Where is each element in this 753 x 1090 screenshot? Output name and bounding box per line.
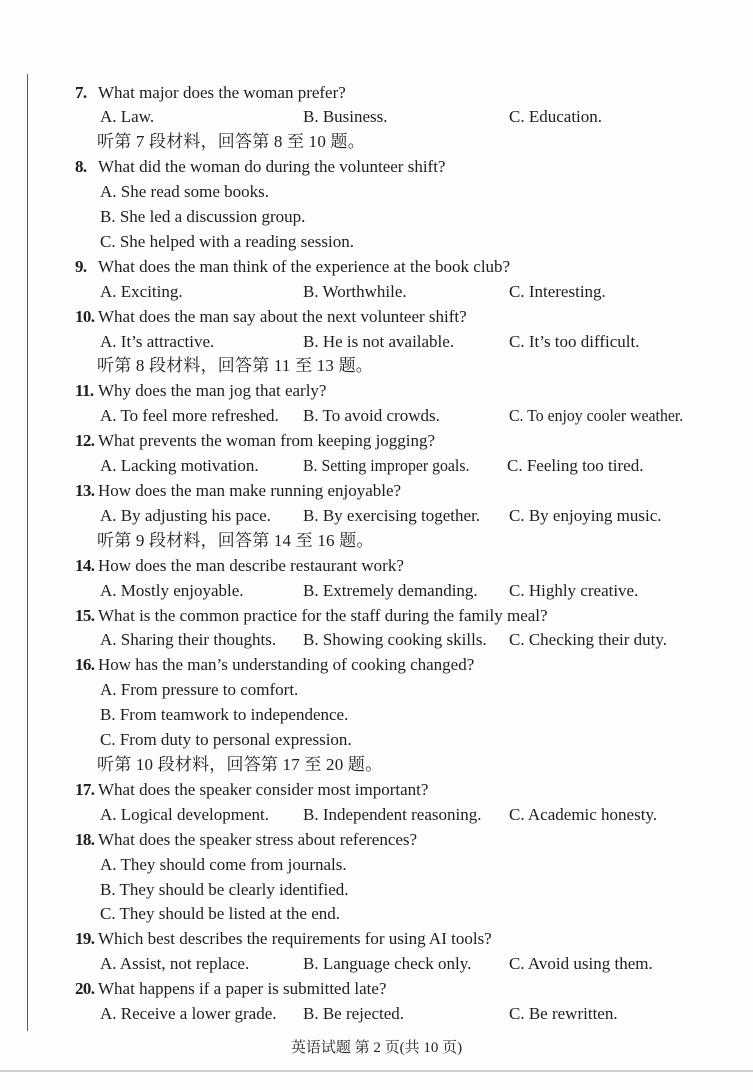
- option-a: A. Mostly enjoyable.: [100, 580, 244, 600]
- option-a: A. Sharing their thoughts.: [100, 630, 277, 650]
- section-instruction: [0, 130, 753, 155]
- option-c: C. Highly creative.: [509, 580, 639, 600]
- option-b: B. He is not available.: [303, 331, 455, 351]
- question-9: [0, 255, 753, 280]
- question-15-options: [0, 628, 753, 653]
- question-8: [0, 155, 753, 180]
- question-8-option-b-row: [0, 205, 753, 230]
- question-19-options: [0, 952, 753, 977]
- question-10: [0, 305, 753, 330]
- option-b: B. Be rejected.: [303, 1004, 405, 1024]
- option-c-wrapper: [509, 404, 696, 429]
- option-a: A. Logical development.: [100, 804, 270, 824]
- question-13-options: [0, 504, 753, 529]
- question-12: [0, 429, 753, 454]
- section-instruction: [0, 354, 753, 379]
- option-c: C. By enjoying music.: [509, 505, 662, 525]
- question-text: Which best describes the requirements for using AI tools?: [98, 929, 492, 949]
- option-b: B. Language check only.: [303, 954, 472, 974]
- question-number: 17.: [75, 779, 95, 799]
- question-17-options: [0, 803, 753, 828]
- option-a: A. To feel more refreshed.: [100, 406, 279, 426]
- option-b: B. Extremely demanding.: [303, 580, 478, 600]
- option-a: A. She read some books.: [100, 182, 270, 202]
- option-b: B. By exercising together.: [303, 505, 481, 525]
- option-b-wrapper: [303, 454, 482, 479]
- option-c: C. To enjoy cooler weather.: [509, 406, 684, 426]
- question-number: 18.: [75, 829, 95, 849]
- question-8-option-c-row: [0, 230, 753, 255]
- question-10-options: [0, 330, 753, 355]
- question-11: [0, 379, 753, 404]
- question-number: 15.: [75, 605, 95, 625]
- question-14: [0, 554, 753, 579]
- option-c: C. Feeling too tired.: [507, 456, 644, 476]
- option-b: B. From teamwork to independence.: [100, 705, 349, 725]
- option-c: C. They should be listed at the end.: [100, 904, 341, 924]
- option-b: B. Worthwhile.: [303, 281, 407, 301]
- question-12-options: [0, 454, 753, 479]
- option-a: A. Lacking motivation.: [100, 456, 259, 476]
- question-text: What does the man think of the experience at the book club?: [98, 256, 511, 276]
- question-text: What happens if a paper is submitted late?: [98, 979, 387, 999]
- instruction-text: 听第 9 段材料，回答第 14 至 16 题。: [97, 530, 374, 550]
- question-number: 14.: [75, 555, 95, 575]
- question-9-options: [0, 280, 753, 305]
- question-18-option-b-row: [0, 878, 753, 903]
- instruction-text: 听第 7 段材料，回答第 8 至 10 题。: [97, 132, 365, 152]
- instruction-text: 听第 8 段材料，回答第 11 至 13 题。: [97, 356, 373, 376]
- option-a: A. Assist, not replace.: [100, 954, 250, 974]
- question-18: [0, 828, 753, 853]
- option-a: A. Law.: [100, 107, 155, 127]
- question-16: [0, 653, 753, 678]
- question-13: [0, 479, 753, 504]
- question-number: 19.: [75, 929, 95, 949]
- question-14-options: [0, 579, 753, 604]
- question-18-option-a-row: [0, 853, 753, 878]
- option-c: C. From duty to personal expression.: [100, 730, 352, 750]
- option-a: A. It’s attractive.: [100, 331, 215, 351]
- question-16-option-b-row: [0, 703, 753, 728]
- bottom-edge-line: [0, 1070, 753, 1072]
- option-c: C. Avoid using them.: [509, 954, 653, 974]
- instruction-text: 听第 10 段材料，回答第 17 至 20 题。: [97, 754, 383, 774]
- question-18-option-c-row: [0, 902, 753, 927]
- question-text: How has the man’s understanding of cooking changed?: [98, 655, 475, 675]
- option-c: C. Checking their duty.: [509, 630, 668, 650]
- option-b: B. They should be clearly identified.: [100, 879, 349, 899]
- question-16-option-c-row: [0, 728, 753, 753]
- question-19: [0, 927, 753, 952]
- question-11-options: [0, 404, 753, 429]
- question-text: What does the speaker consider most important?: [98, 779, 429, 799]
- question-20-options: [0, 1002, 753, 1027]
- option-c: C. It’s too difficult.: [509, 331, 640, 351]
- option-a: A. Exciting.: [100, 281, 183, 301]
- option-b: B. Independent reasoning.: [303, 804, 482, 824]
- question-number: 20.: [75, 979, 95, 999]
- option-b: B. Showing cooking skills.: [303, 630, 487, 650]
- section-instruction: [0, 753, 753, 778]
- question-text: How does the man make running enjoyable?: [98, 481, 402, 500]
- question-text: What did the woman do during the volunteer shift?: [98, 157, 446, 177]
- option-a: A. By adjusting his pace.: [100, 505, 271, 525]
- question-number: 10.: [75, 306, 95, 326]
- question-number: 9.: [75, 256, 87, 276]
- question-text: What major does the woman prefer?: [98, 82, 346, 102]
- question-15: [0, 604, 753, 629]
- option-b: B. To avoid crowds.: [303, 406, 440, 426]
- question-number: 13.: [75, 481, 95, 500]
- question-number: 8.: [75, 157, 87, 177]
- question-20: [0, 977, 753, 1002]
- question-text: What does the man say about the next volunteer shift?: [98, 306, 467, 326]
- option-b: B. Setting improper goals.: [303, 456, 470, 476]
- option-c: C. She helped with a reading session.: [100, 231, 355, 251]
- option-a: A. They should come from journals.: [100, 854, 347, 874]
- question-text: What prevents the woman from keeping jogging?: [98, 431, 436, 451]
- question-text: Why does the man jog that early?: [98, 381, 327, 401]
- question-16-option-a-row: [0, 678, 753, 703]
- question-8-option-a-row: [0, 180, 753, 205]
- question-number: 7.: [75, 82, 87, 102]
- page-footer: 英语试题 第 2 页(共 10 页): [290, 1040, 463, 1056]
- option-b: B. She led a discussion group.: [100, 207, 306, 227]
- option-c: C. Education.: [509, 107, 603, 127]
- question-17: [0, 778, 753, 803]
- question-text: What is the common practice for the staff during the family meal?: [98, 605, 548, 625]
- option-c: C. Interesting.: [509, 281, 606, 301]
- question-number: 16.: [75, 655, 95, 675]
- question-list: [0, 81, 753, 1027]
- option-c: C. Be rewritten.: [509, 1004, 618, 1024]
- question-number: 11.: [75, 381, 94, 401]
- option-a: A. Receive a lower grade.: [100, 1004, 277, 1024]
- question-number: 12.: [75, 431, 95, 451]
- option-a: A. From pressure to comfort.: [100, 680, 299, 700]
- question-text: How does the man describe restaurant work?: [98, 555, 404, 575]
- section-instruction: [0, 529, 753, 554]
- question-text: What does the speaker stress about references?: [98, 829, 418, 849]
- question-7: [0, 81, 753, 106]
- option-b: B. Business.: [303, 107, 388, 127]
- question-7-options: [0, 105, 753, 130]
- option-c: C. Academic honesty.: [509, 804, 658, 824]
